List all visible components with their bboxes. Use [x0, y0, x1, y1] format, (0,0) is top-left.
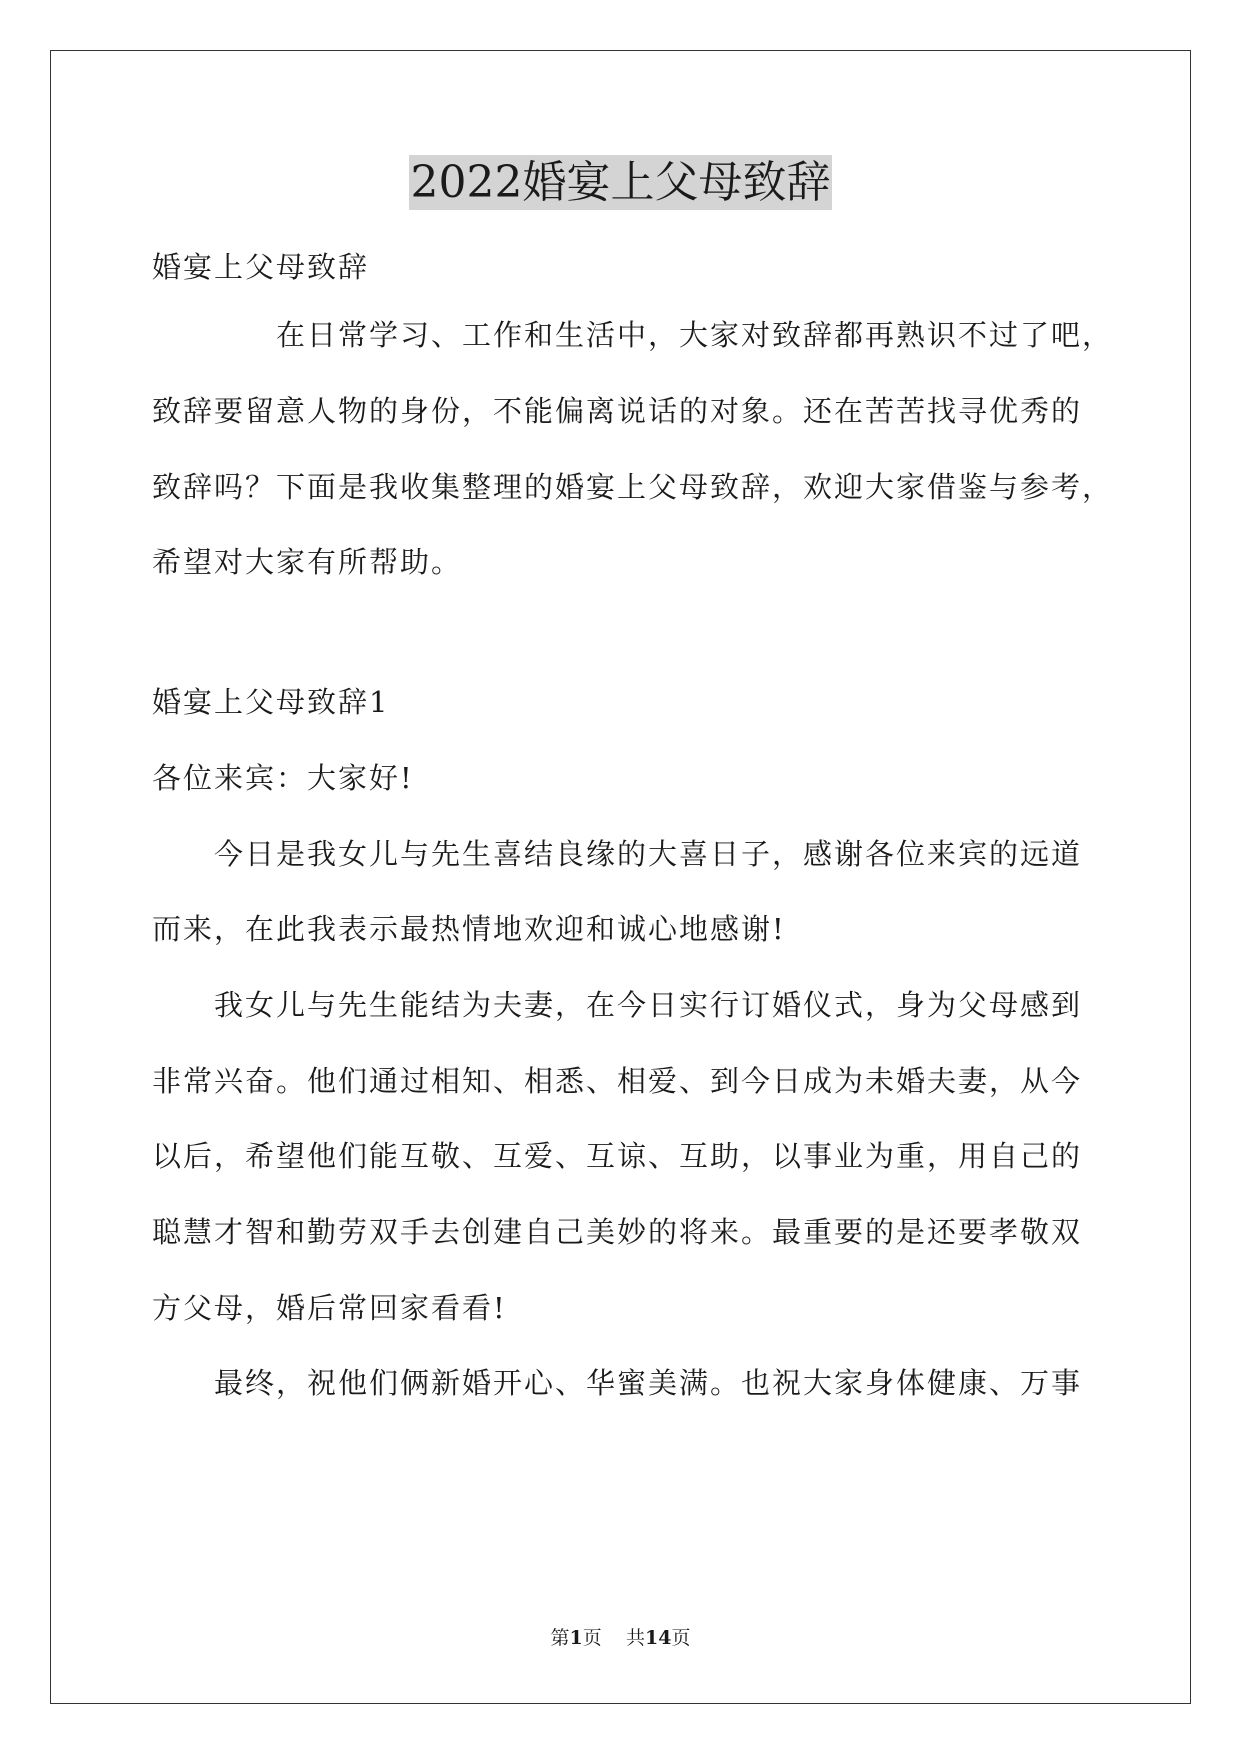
intro-line-2: 致辞要留意人物的身份，不能偏离说话的对象。还在苦苦找寻优秀的: [152, 394, 1083, 428]
page-footer: 第1页 共14页: [550, 1627, 691, 1649]
page-border: [50, 50, 1191, 1704]
body-line-7: 方父母，婚后常回家看看!: [152, 1291, 507, 1325]
body-line-6: 聪慧才智和勤劳双手去创建自己美妙的将来。最重要的是还要孝敬双: [152, 1215, 1083, 1249]
greeting: 各位来宾：大家好!: [152, 761, 414, 795]
intro-line-1: 在日常学习、工作和生活中，大家对致辞都再熟识不过了吧，: [276, 318, 1114, 352]
document-subtitle: 婚宴上父母致辞: [152, 250, 370, 284]
intro-line-4: 希望对大家有所帮助。: [152, 545, 463, 579]
intro-line-3: 致辞吗？下面是我收集整理的婚宴上父母致辞，欢迎大家借鉴与参考，: [152, 470, 1114, 504]
page-number: 1: [569, 1627, 583, 1649]
body-line-5: 以后，希望他们能互敬、互爱、互谅、互助，以事业为重，用自己的: [152, 1139, 1083, 1173]
document-title: 2022婚宴上父母致辞: [410, 157, 831, 208]
body-line-2: 而来，在此我表示最热情地欢迎和诚心地感谢!: [152, 912, 786, 946]
section-heading: 婚宴上父母致辞1: [152, 685, 390, 719]
body-line-1: 今日是我女儿与先生喜结良缘的大喜日子，感谢各位来宾的远道: [214, 837, 1083, 871]
body-line-8: 最终，祝他们俩新婚开心、华蜜美满。也祝大家身体健康、万事: [214, 1366, 1083, 1400]
body-line-4: 非常兴奋。他们通过相知、相悉、相爱、到今日成为未婚夫妻，从今: [152, 1064, 1083, 1098]
body-line-3: 我女儿与先生能结为夫妻，在今日实行订婚仪式，身为父母感到: [214, 988, 1083, 1022]
total-pages: 14: [644, 1627, 672, 1649]
